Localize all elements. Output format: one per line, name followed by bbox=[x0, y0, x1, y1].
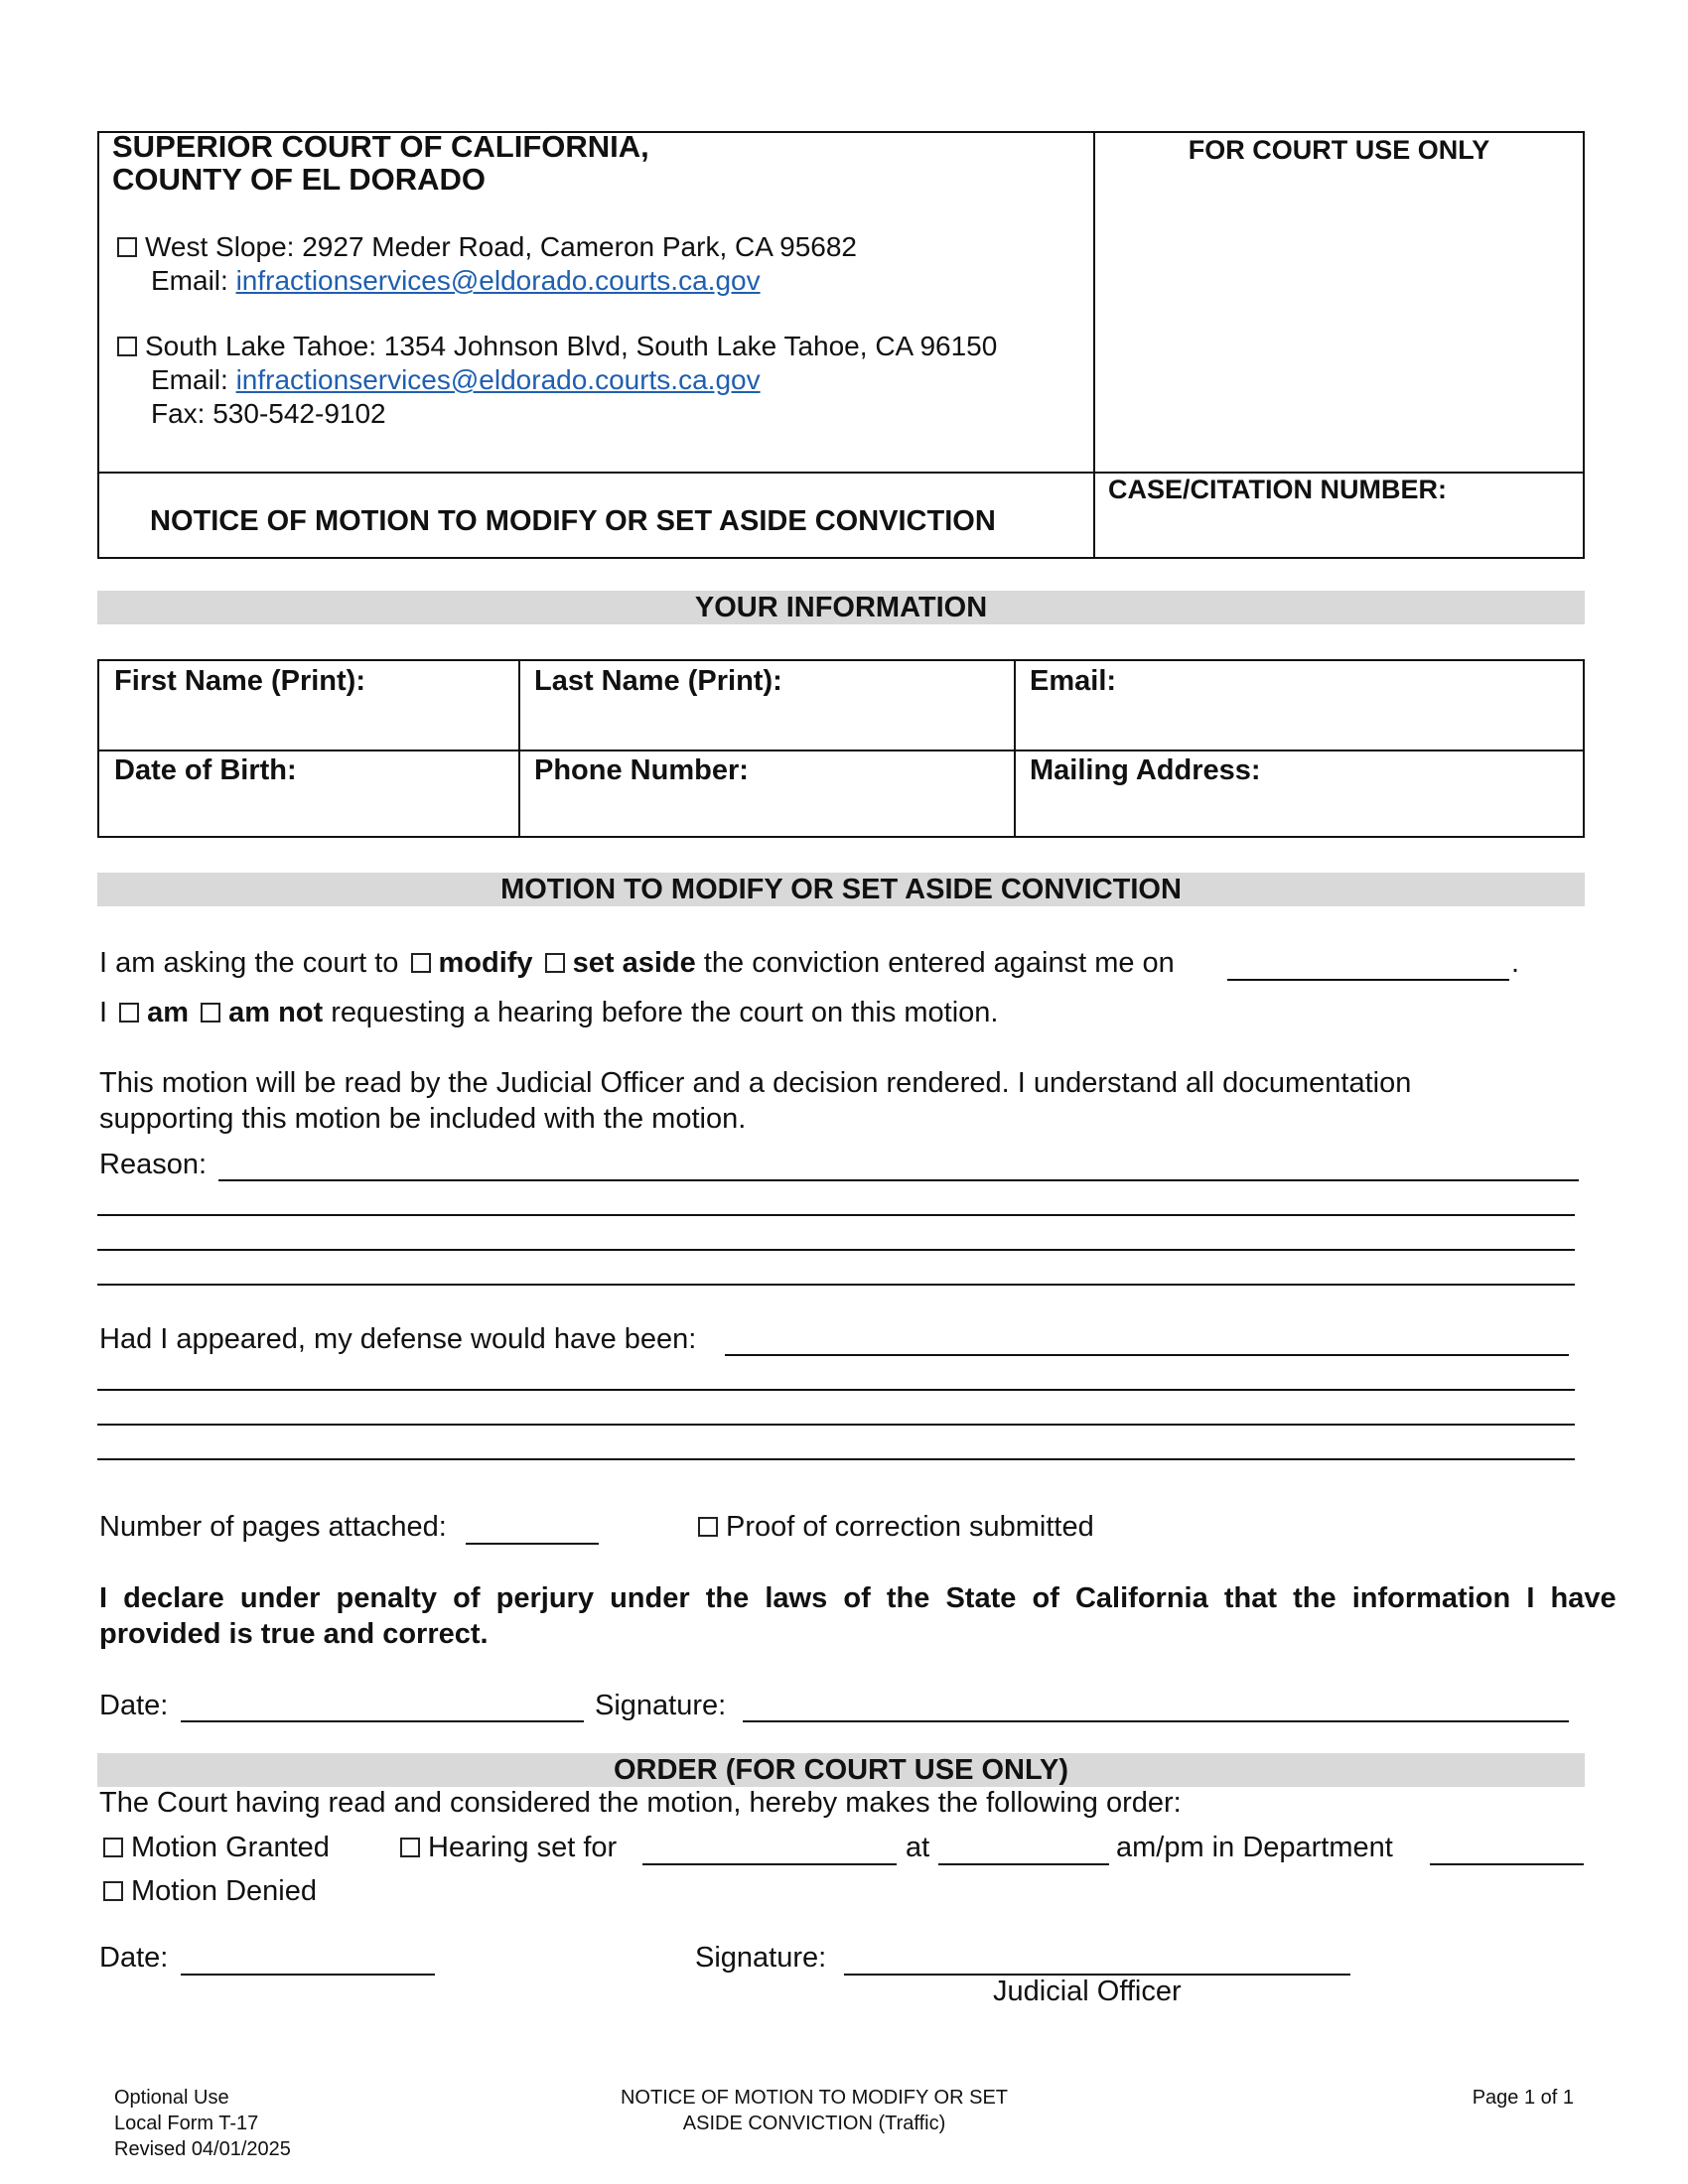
dob-label: Date of Birth: bbox=[114, 754, 297, 786]
asking-period: . bbox=[1511, 947, 1520, 979]
south-lake-checkbox[interactable] bbox=[117, 337, 137, 356]
footer-title-line1: NOTICE OF MOTION TO MODIFY OR SET bbox=[620, 2087, 1009, 2109]
court-name-line2: COUNTY OF EL DORADO bbox=[112, 162, 487, 197]
declaration-line1: I declare under penalty of perjury under the laws of the State of California that the information I have bbox=[99, 1582, 1617, 1614]
info-table-col-divider-1 bbox=[518, 659, 520, 838]
west-slope-checkbox[interactable] bbox=[117, 237, 137, 257]
asking-prefix: I am asking the court to bbox=[99, 947, 399, 979]
am-label: am bbox=[147, 997, 190, 1028]
declarant-date-field[interactable] bbox=[181, 1720, 584, 1722]
modify-label: modify bbox=[438, 947, 533, 979]
motion-heading: MOTION TO MODIFY OR SET ASIDE CONVICTION bbox=[97, 873, 1585, 906]
am-checkbox[interactable] bbox=[119, 1003, 139, 1023]
read-text-line2: supporting this motion be included with the motion. bbox=[99, 1103, 747, 1135]
reason-line-3[interactable] bbox=[97, 1249, 1575, 1251]
asking-suffix: the conviction entered against me on bbox=[703, 947, 1175, 979]
email-label: Email: bbox=[1030, 665, 1117, 697]
motion-denied-label: Motion Denied bbox=[131, 1875, 317, 1907]
proof-line bbox=[698, 1511, 1094, 1544]
reason-label: Reason: bbox=[99, 1149, 208, 1180]
order-signature-label: Signature: bbox=[695, 1942, 827, 1974]
hearing-set-label: Hearing set for bbox=[428, 1832, 618, 1863]
set-aside-label: set aside bbox=[572, 947, 696, 979]
defense-line-3[interactable] bbox=[97, 1424, 1575, 1426]
hearing-i: I bbox=[99, 997, 108, 1028]
motion-denied-checkbox[interactable] bbox=[103, 1881, 123, 1901]
info-table-row-divider bbox=[97, 750, 1585, 751]
motion-granted-label: Motion Granted bbox=[131, 1832, 330, 1863]
defense-line-2[interactable] bbox=[97, 1389, 1575, 1391]
reason-line-4[interactable] bbox=[97, 1284, 1575, 1286]
west-slope-address: West Slope: 2927 Meder Road, Cameron Park, CA 95682 bbox=[145, 231, 857, 262]
defense-line-1[interactable] bbox=[725, 1354, 1569, 1356]
motion-denied-line bbox=[103, 1875, 317, 1908]
phone-field[interactable] bbox=[524, 792, 1009, 834]
west-slope-line bbox=[117, 231, 857, 263]
hearing-at-label: at bbox=[906, 1832, 930, 1863]
pages-attached-field[interactable] bbox=[466, 1543, 599, 1545]
hearing-suffix: requesting a hearing before the court on this motion. bbox=[331, 997, 999, 1028]
west-email-label: Email: bbox=[151, 265, 236, 296]
first-name-label: First Name (Print): bbox=[114, 665, 365, 697]
reason-line-2[interactable] bbox=[97, 1214, 1575, 1216]
judicial-officer-label: Judicial Officer bbox=[993, 1976, 1182, 2007]
reason-line-1[interactable] bbox=[218, 1179, 1579, 1181]
south-email-line bbox=[151, 364, 761, 396]
last-name-label: Last Name (Print): bbox=[534, 665, 782, 697]
motion-granted-line bbox=[103, 1832, 330, 1864]
hearing-set-line bbox=[400, 1832, 617, 1864]
declarant-signature-field[interactable] bbox=[743, 1720, 1569, 1722]
south-email-label: Email: bbox=[151, 364, 236, 395]
footer-revised: Revised 04/01/2025 bbox=[114, 2138, 291, 2160]
west-email-line bbox=[151, 265, 761, 297]
phone-label: Phone Number: bbox=[534, 754, 749, 786]
court-name-line1: SUPERIOR COURT OF CALIFORNIA, bbox=[112, 129, 649, 164]
am-not-label: am not bbox=[228, 997, 324, 1028]
south-lake-address: South Lake Tahoe: 1354 Johnson Blvd, South Lake Tahoe, CA 96150 bbox=[145, 331, 998, 361]
hearing-set-checkbox[interactable] bbox=[400, 1838, 420, 1857]
declaration-line2: provided is true and correct. bbox=[99, 1618, 489, 1650]
declarant-date-label: Date: bbox=[99, 1690, 169, 1721]
defense-label: Had I appeared, my defense would have been: bbox=[99, 1323, 697, 1355]
order-date-field[interactable] bbox=[181, 1974, 435, 1976]
mailing-address-label: Mailing Address: bbox=[1030, 754, 1261, 786]
proof-checkbox[interactable] bbox=[698, 1517, 718, 1537]
order-date-label: Date: bbox=[99, 1942, 169, 1974]
header-horizontal-divider bbox=[97, 472, 1585, 474]
your-information-heading: YOUR INFORMATION bbox=[97, 591, 1585, 624]
header-vertical-divider bbox=[1093, 131, 1095, 559]
footer-optional-use: Optional Use bbox=[114, 2087, 229, 2109]
footer-page-number: Page 1 of 1 bbox=[1472, 2087, 1574, 2109]
department-field[interactable] bbox=[1430, 1863, 1584, 1865]
order-intro: The Court having read and considered the motion, hereby makes the following order: bbox=[99, 1787, 1182, 1819]
modify-checkbox[interactable] bbox=[411, 953, 431, 973]
fax-line: Fax: 530-542-9102 bbox=[151, 398, 386, 429]
read-text-line1: This motion will be read by the Judicial Officer and a decision rendered. I understand all documentation bbox=[99, 1067, 1412, 1099]
footer-title-line2: ASIDE CONVICTION (Traffic) bbox=[682, 2113, 946, 2134]
hearing-request-line bbox=[99, 997, 999, 1029]
info-table-col-divider-2 bbox=[1014, 659, 1016, 838]
am-not-checkbox[interactable] bbox=[201, 1003, 220, 1023]
mailing-address-field[interactable] bbox=[1020, 792, 1579, 834]
case-number-field[interactable] bbox=[1102, 511, 1579, 553]
court-use-only-label: FOR COURT USE ONLY bbox=[1188, 135, 1490, 165]
south-lake-line bbox=[117, 331, 997, 362]
south-email-link[interactable]: infractionservices@eldorado.courts.ca.gov bbox=[235, 364, 761, 395]
dob-field[interactable] bbox=[103, 792, 512, 834]
defense-line-4[interactable] bbox=[97, 1458, 1575, 1460]
hearing-date-field[interactable] bbox=[642, 1863, 897, 1865]
footer-center bbox=[556, 2085, 1072, 2136]
set-aside-checkbox[interactable] bbox=[545, 953, 565, 973]
hearing-time-field[interactable] bbox=[938, 1863, 1109, 1865]
last-name-field[interactable] bbox=[524, 703, 1009, 747]
motion-granted-checkbox[interactable] bbox=[103, 1838, 123, 1857]
email-field[interactable] bbox=[1020, 703, 1579, 747]
conviction-date-field[interactable] bbox=[1227, 979, 1509, 981]
case-number-label: CASE/CITATION NUMBER: bbox=[1108, 475, 1447, 504]
ampm-department-label: am/pm in Department bbox=[1116, 1832, 1393, 1863]
order-heading: ORDER (FOR COURT USE ONLY) bbox=[97, 1753, 1585, 1787]
footer-local-form: Local Form T-17 bbox=[114, 2113, 259, 2134]
form-title: NOTICE OF MOTION TO MODIFY OR SET ASIDE CONVICTION bbox=[150, 505, 996, 537]
footer-left bbox=[114, 2085, 291, 2162]
first-name-field[interactable] bbox=[103, 703, 512, 747]
pages-attached-label: Number of pages attached: bbox=[99, 1511, 447, 1543]
declarant-signature-label: Signature: bbox=[595, 1690, 727, 1721]
proof-label: Proof of correction submitted bbox=[726, 1511, 1094, 1543]
west-email-link[interactable]: infractionservices@eldorado.courts.ca.gov bbox=[235, 265, 761, 296]
asking-line bbox=[99, 947, 1175, 980]
